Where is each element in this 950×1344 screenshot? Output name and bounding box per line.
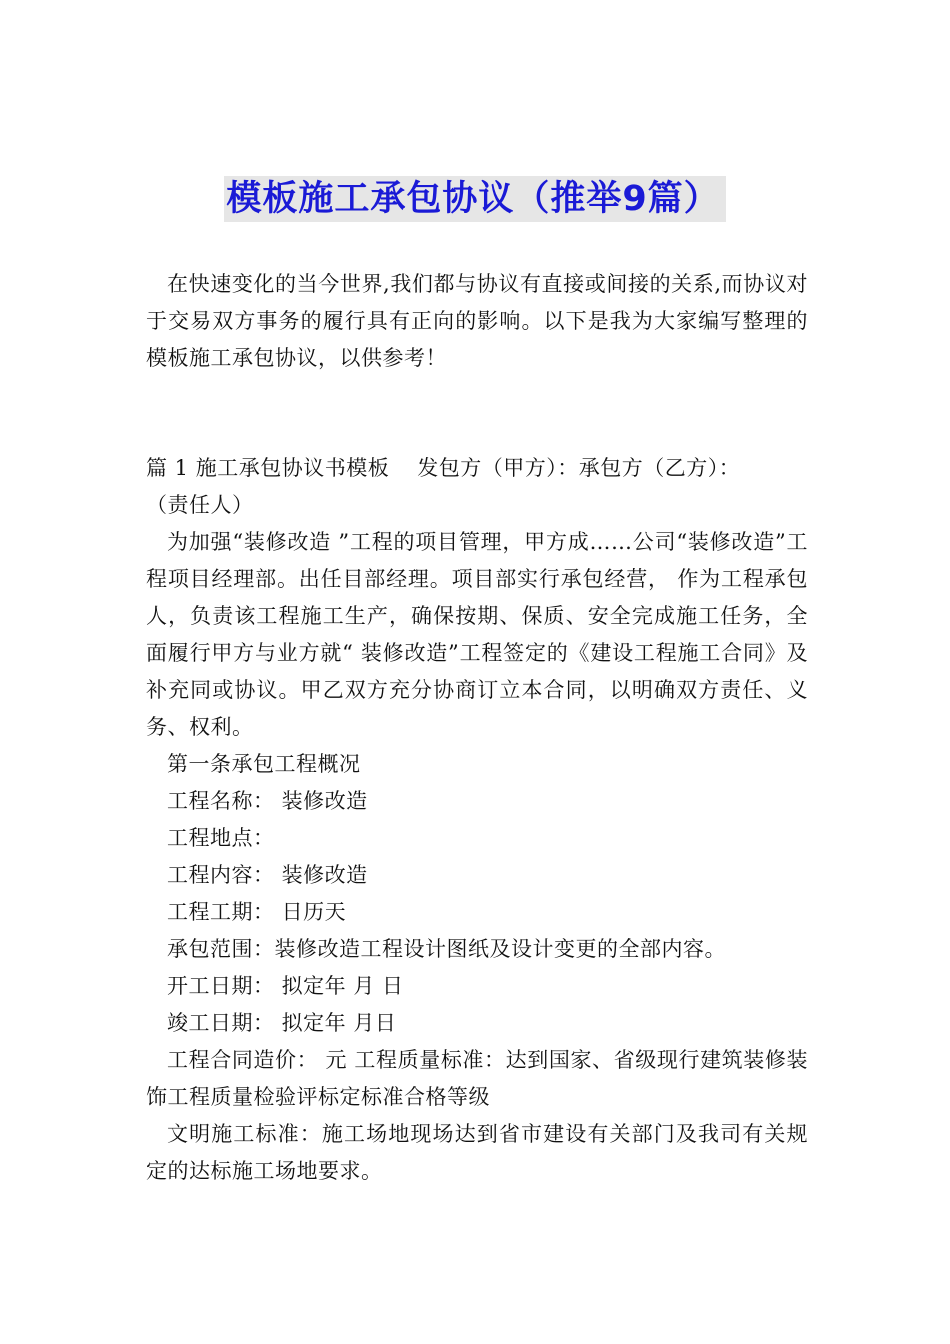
responsible-person: （责任人） bbox=[146, 493, 254, 517]
project-period: 工程工期： 日历天 bbox=[167, 900, 347, 924]
project-content: 工程内容： 装修改造 bbox=[167, 863, 368, 887]
project-location: 工程地点： bbox=[167, 826, 275, 850]
document-title: 模板施工承包协议（推举9篇） bbox=[224, 176, 725, 222]
price-and-quality: 工程合同造价： 元 工程质量标准：达到国家、省级现行建筑装修装饰工程质量检验评标定标准合格等级 bbox=[146, 1048, 808, 1109]
start-date: 开工日期： 拟定年 月 日 bbox=[167, 974, 404, 998]
end-date: 竣工日期： 拟定年 月日 bbox=[167, 1011, 397, 1035]
intro-paragraph: 在快速变化的当今世界,我们都与协议有直接或间接的关系,而协议对于交易双方事务的履行具有正向的影响。以下是我为大家编写整理的模板施工承包协议，以供参考！ bbox=[146, 272, 808, 370]
parties-line: 发包方（甲方）：承包方（乙方）： bbox=[417, 456, 741, 480]
section-title: 篇 1 施工承包协议书模板 bbox=[146, 456, 390, 480]
title-wrapper bbox=[0, 176, 950, 222]
section-heading bbox=[146, 450, 808, 487]
article-heading: 第一条承包工程概况 bbox=[167, 752, 361, 776]
project-name: 工程名称： 装修改造 bbox=[167, 789, 368, 813]
intro-block bbox=[146, 266, 808, 377]
section-1 bbox=[146, 450, 808, 1190]
civil-construction-standard: 文明施工标准：施工场地现场达到省市建设有关部门及我司有关规定的达标施工场地要求。 bbox=[146, 1122, 808, 1183]
contract-scope: 承包范围：装修改造工程设计图纸及设计变更的全部内容。 bbox=[167, 937, 726, 961]
section-paragraph: 为加强“装修改造 ”工程的项目管理，甲方成……公司“装修改造”工程项目经理部。出任目部经理。项目部实行承包经营， 作为工程承包人，负责该工程施工生产，确保按期、保质、安全完成施工任务，全面履行甲方与业方就“ 装修改造”工程签定的《建设工程施工合同》及补充同或协议。甲乙双方充分协商订立本合同，以明确双方责任、义务、权利。 bbox=[146, 530, 808, 739]
